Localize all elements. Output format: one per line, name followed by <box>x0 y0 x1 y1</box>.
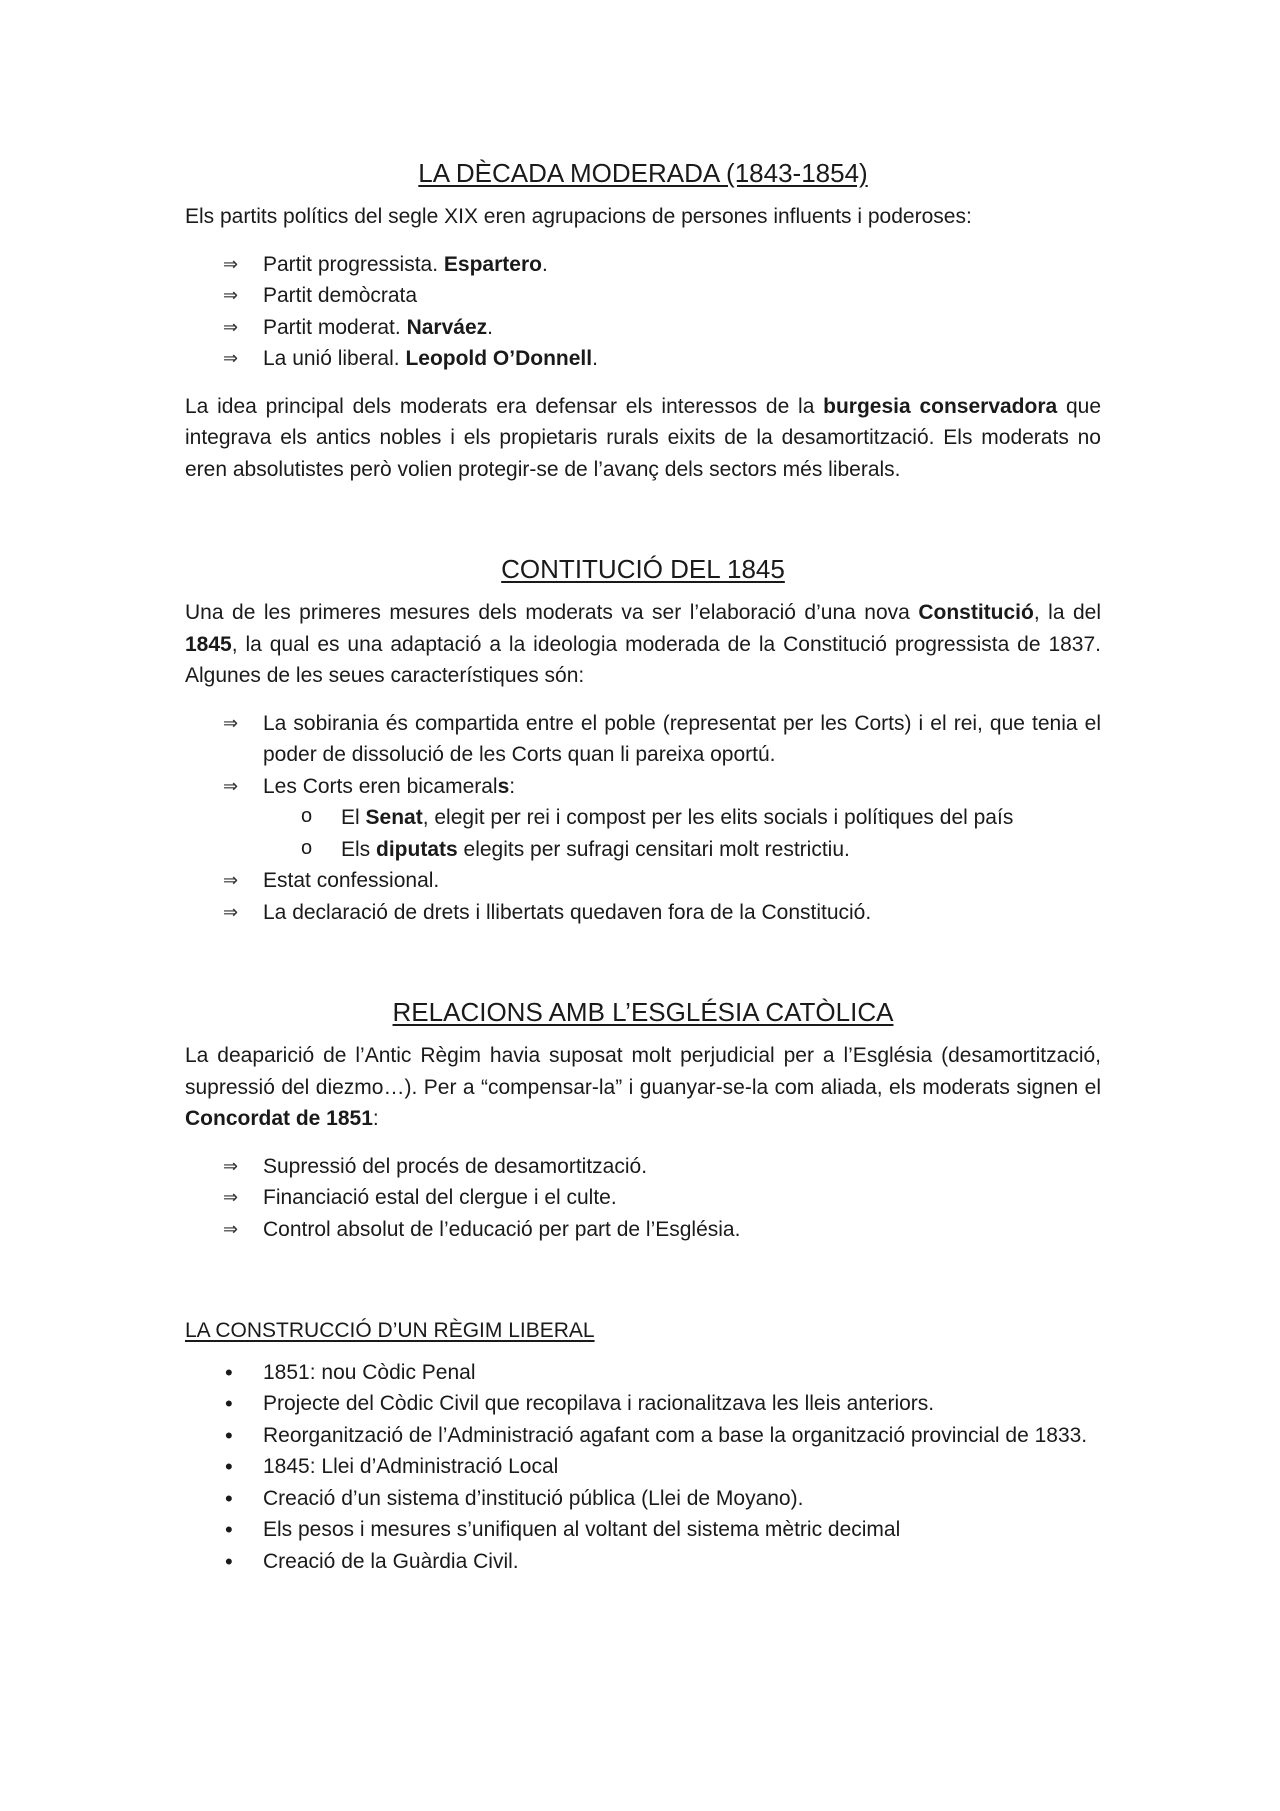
list-item: • Creació de la Guàrdia Civil. <box>185 1546 1101 1578</box>
list-item: ⇒ La sobirania és compartida entre el poble (representat per les Corts) i el rei, que tenia el poder de dissolució de les Corts quan li pareixa oportú. <box>185 708 1101 771</box>
arrow-bullet-icon: ⇒ <box>223 901 239 922</box>
bullet-icon: • <box>225 1422 233 1448</box>
bullet-icon: • <box>225 1454 233 1479</box>
spacer <box>185 944 1101 994</box>
arrow-bullet-icon: ⇒ <box>223 316 239 337</box>
arrow-bullet-icon: ⇒ <box>223 253 239 274</box>
arrow-bullet-icon: ⇒ <box>223 1187 239 1207</box>
list-item: • 1845: Llei d’Administració Local <box>185 1451 1101 1483</box>
list-item: ⇒ La unió liberal. Leopold O’Donnell. <box>185 343 1101 375</box>
list-item: • Els pesos i mesures s’unifiquen al voltant del sistema mètric decimal <box>185 1514 1101 1546</box>
arrow-bullet-icon: ⇒ <box>223 870 239 890</box>
parties-list <box>185 249 1101 375</box>
bullet-icon: • <box>225 1548 233 1574</box>
section1-paragraph: La idea principal dels moderats era defensar els interessos de la burgesia conservadora que integrava els antics nobles i els propietaris rurals eixits de la desamortització. Els moderats no eren absolutistes però volien protegir-se de l’avanç dels sectors més liberals. <box>185 394 1101 481</box>
bullet-icon: • <box>225 1517 233 1542</box>
list-item: ⇒ Partit moderat. Narváez. <box>185 312 1101 344</box>
list-item: ⇒ Partit demòcrata <box>185 280 1101 312</box>
arrow-bullet-icon: ⇒ <box>223 775 239 796</box>
list-item: ⇒ Control absolut de l’educació per part de l’Església. <box>185 1214 1101 1246</box>
sub-list-item: o El Senat, elegit per rei i compost per les elits socials i polítiques del país <box>185 802 1101 834</box>
list-item: ⇒ Les Corts eren bicamerals: <box>185 771 1101 803</box>
section-title-relacions-esglesia: RELACIONS AMB L’ESGLÉSIA CATÒLICA <box>392 997 894 1027</box>
list-item: • Creació d’un sistema d’institució pública (Llei de Moyano). <box>185 1483 1101 1515</box>
list-item: ⇒ Estat confessional. <box>185 865 1101 897</box>
spacer <box>185 501 1101 551</box>
bullet-icon: • <box>225 1391 233 1416</box>
sub-list-item: o Els diputats elegits per sufragi censitari molt restrictiu. <box>185 834 1101 866</box>
liberal-regime-list <box>185 1357 1101 1578</box>
list-item: • Projecte del Còdic Civil que recopilava i racionalitzava les lleis anteriors. <box>185 1388 1101 1420</box>
sub-list-container <box>185 802 1101 865</box>
list-item: • Reorganització de l’Administració agafant com a base la organització provincial de 1833. <box>185 1420 1101 1452</box>
list-item: ⇒ Partit progressista. Espartero. <box>185 249 1101 281</box>
list-item: ⇒ La declaració de drets i llibertats quedaven fora de la Constitució. <box>185 897 1101 929</box>
constitution-features-list <box>185 708 1101 929</box>
arrow-bullet-icon: ⇒ <box>223 712 239 733</box>
list-item: • 1851: nou Còdic Penal <box>185 1357 1101 1389</box>
arrow-bullet-icon: ⇒ <box>223 1155 239 1176</box>
section-title-regim-liberal: LA CONSTRUCCIÓ D’UN RÈGIM LIBERAL <box>185 1319 595 1342</box>
section2-paragraph: Una de les primeres mesures dels moderats va ser l’elaboració d’una nova Constitució, la del 1845, la qual es una adaptació a la ideologia moderada de la Constitució progressista de 1837. Algunes de les seues característiques són: <box>185 601 1102 687</box>
section-title-constitucio: CONTITUCIÓ DEL 1845 <box>501 554 785 584</box>
arrow-bullet-icon: ⇒ <box>223 348 239 368</box>
section1-intro: Els partits polítics del segle XIX eren agrupacions de persones influents i poderoses: <box>185 205 972 228</box>
concordat-list <box>185 1151 1101 1246</box>
arrow-bullet-icon: ⇒ <box>223 1218 239 1239</box>
arrow-bullet-icon: ⇒ <box>223 285 239 305</box>
corts-sub-list <box>185 802 1101 865</box>
bullet-icon: • <box>225 1359 233 1385</box>
list-item: ⇒ Supressió del procés de desamortització. <box>185 1151 1101 1183</box>
section3-paragraph: La deaparició de l’Antic Règim havia suposat molt perjudicial per a l’Església (desamortització, supressió del diezmo…). Per a “compensar-la” i guanyar-se-la com aliada, els moderats signen el Concordat de 1851: <box>185 1044 1101 1130</box>
bullet-icon: • <box>225 1485 233 1511</box>
section-title-decada-moderada: LA DÈCADA MODERADA (1843-1854) <box>418 158 868 188</box>
circle-bullet-icon: o <box>301 805 313 827</box>
circle-bullet-icon: o <box>301 836 313 859</box>
list-item: ⇒ Financiació estal del clergue i el culte. <box>185 1182 1101 1214</box>
spacer <box>185 1261 1101 1315</box>
